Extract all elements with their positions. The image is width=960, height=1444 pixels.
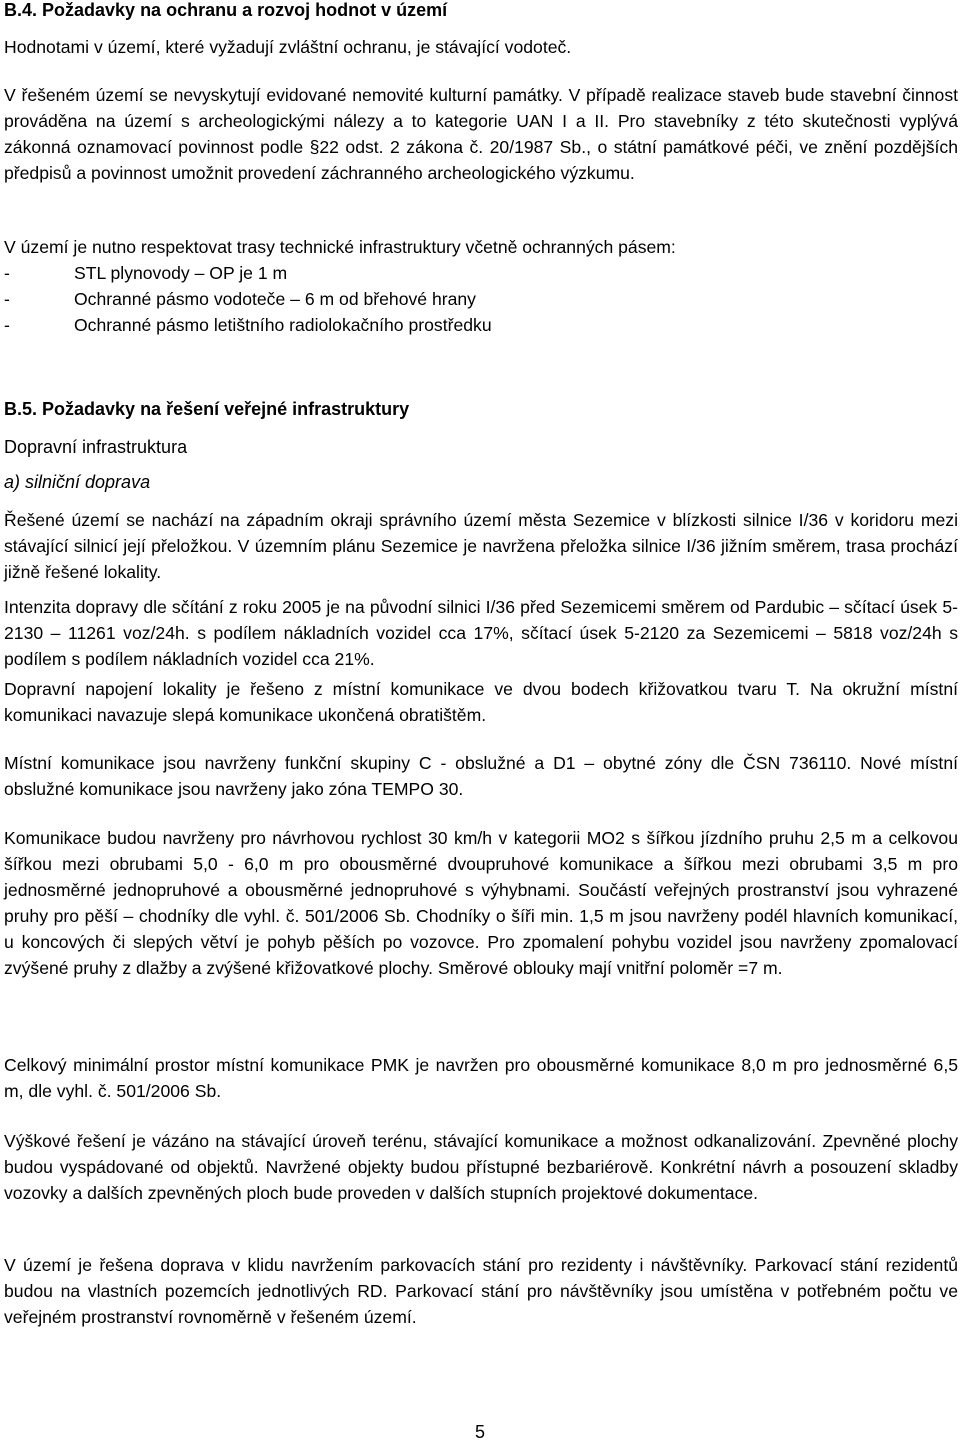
list-marker: -: [4, 263, 10, 283]
section-b5-heading: B.5. Požadavky na řešení veřejné infrastruktury: [4, 399, 410, 419]
b5-paragraph-8: V území je řešena doprava v klidu navržením parkovacích stání pro rezidenty i návštěvníky. Parkovací stání rezidentů budou na vlastních pozemcích jednotlivých RD. Parkovací stání pro návštěvníky jsou umístěna v potřebném počtu ve veřejném prostranství rovnoměrně v řešeném území.: [4, 1255, 958, 1327]
page-number: 5: [474, 1422, 485, 1442]
b4-paragraph-3: V území je nutno respektovat trasy technické infrastruktury včetně ochranných pásem:: [4, 237, 676, 257]
list-item: - Ochranné pásmo letištního radiolokačního prostředku: [4, 312, 958, 338]
list-item: - STL plynovody – OP je 1 m: [4, 260, 958, 286]
b5-paragraph-7: Výškové řešení je vázáno na stávající úroveň terénu, stávající komunikace a možnost odkanalizování. Zpevněné plochy budou vyspádované od objektů. Navržené objekty budou přístupné bezbariérově. Konkrétní návrh a posouzení skladby vozovky a dalších zpevněných ploch bude proveden v dalších stupních projektové dokumentace.: [4, 1131, 958, 1203]
section-b4-heading: B.4. Požadavky na ochranu a rozvoj hodnot v území: [4, 0, 448, 20]
list-marker: -: [4, 315, 10, 335]
list-marker: -: [4, 289, 10, 309]
b5-paragraph-4: Místní komunikace jsou navrženy funkční skupiny C - obslužné a D1 – obytné zóny dle ČSN 736110. Nové místní obslužné komunikace jsou navrženy jako zóna TEMPO 30.: [4, 753, 958, 799]
b5-paragraph-6: Celkový minimální prostor místní komunikace PMK je navržen pro obousměrné komunikace 8,0 m pro jednosměrné 6,5 m, dle vyhl. č. 501/2006 Sb.: [4, 1055, 958, 1101]
road-transport-subheading: a) silniční doprava: [4, 472, 151, 492]
transport-infrastructure-heading: Dopravní infrastruktura: [4, 437, 188, 457]
protection-zones-list: [4, 260, 958, 338]
b5-paragraph-3: Dopravní napojení lokality je řešeno z místní komunikace ve dvou bodech křižovatkou tvaru T. Na okružní místní komunikaci navazuje slepá komunikace ukončená obratištěm.: [4, 679, 958, 725]
b5-paragraph-2: Intenzita dopravy dle sčítání z roku 2005 je na původní silnici I/36 před Sezemicemi směrem od Pardubic – sčítací úsek 5-2130 – 11261 voz/24h. s podílem nákladních vozidel cca 17%, sčítací úsek 5-2120 za Sezemicemi – 5818 voz/24h s podílem s podílem nákladních vozidel cca 21%.: [4, 597, 958, 669]
b5-paragraph-1: Řešené území se nachází na západním okraji správního území města Sezemice v blízkosti silnice I/36 v koridoru mezi stávající silnicí její přeložkou. V územním plánu Sezemice je navržena přeložka silnice I/36 jižním směrem, trasa prochází jižně řešené lokality.: [4, 510, 958, 582]
b5-paragraph-5: Komunikace budou navrženy pro návrhovou rychlost 30 km/h v kategorii MO2 s šířkou jízdního pruhu 2,5 m a celkovou šířkou mezi obrubami 5,0 - 6,0 m pro obousměrné dvoupruhové komunikace a šířkou mezi obrubami 3,5 m pro jednosměrné jednopruhové a obousměrné jednopruhové s výhybnami. Součástí veřejných prostranství jsou vyhrazené pruhy pro pěší – chodníky dle vyhl. č. 501/2006 Sb. Chodníky o šíři min. 1,5 m jsou navrženy podél hlavních komunikací, u koncových či slepých větví je pohyb pěších po vozovce. Pro zpomalení pohybu vozidel jsou navrženy zpomalovací zvýšené pruhy z dlažby a zvýšené křižovatkové plochy. Směrové oblouky mají vnitřní poloměr =7 m.: [4, 828, 958, 978]
list-item: - Ochranné pásmo vodoteče – 6 m od břehové hrany: [4, 286, 958, 312]
b4-paragraph-1: Hodnotami v území, které vyžadují zvláštní ochranu, je stávající vodoteč.: [4, 37, 572, 57]
b4-paragraph-2: V řešeném území se nevyskytují evidované nemovité kulturní památky. V případě realizace staveb bude stavební činnost prováděna na území s archeologickými nálezy a to kategorie UAN I a II. Pro stavebníky z této skutečnosti vyplývá zákonná oznamovací povinnost podle §22 odst. 2 zákona č. 20/1987 Sb., o státní památkové péči, ve znění pozdějších předpisů a povinnost umožnit provedení záchranného archeologického výzkumu.: [4, 85, 958, 183]
